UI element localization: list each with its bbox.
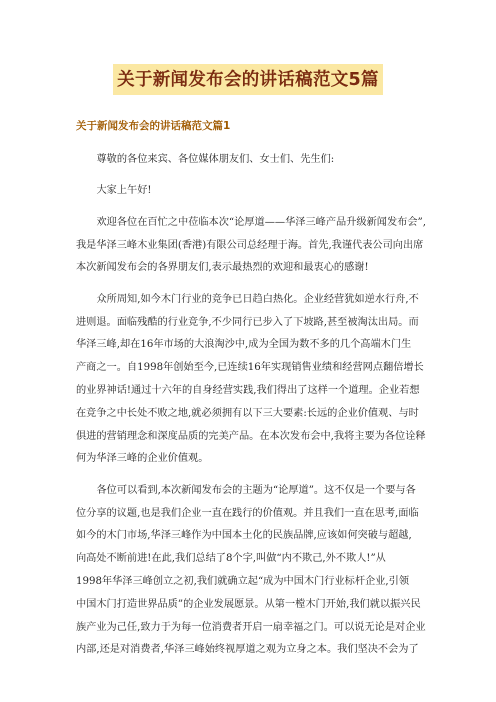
paragraph-line: 俱进的营销理念和深度品质的完美产品。在本次发布会中,我将主要为各位诠释	[76, 430, 426, 442]
paragraph-line: 华泽三峰,却在16年市场的大浪淘沙中,成为全国为数不多的几个高端木门生	[76, 339, 412, 351]
body-paragraph	[76, 480, 430, 662]
paragraph-line: 位分享的议题,也是我们企业一直在践行的价值观。并且我们一直在思考,面临	[76, 507, 419, 519]
paragraph-line: 各位可以看到,本次新闻发布会的主题为“论厚道”。这不仅是一个要与各	[96, 484, 416, 496]
section-heading: 关于新闻发布会的讲话稿范文篇1	[76, 120, 231, 132]
body-paragraph	[76, 149, 430, 172]
paragraph-line: 向高处不断前进!在此,我们总结了8个字,叫做“内不欺己,外不欺人!”从	[76, 553, 386, 565]
paragraph-line: 大家上午好!	[96, 185, 152, 197]
paragraph-line: 尊敬的各位来宾、各位媒体朋友们、女士们、先生们:	[96, 154, 335, 165]
body-paragraph	[76, 180, 430, 203]
body-paragraph	[76, 212, 430, 280]
paragraph-line: 如今的木门市场,华泽三峰作为中国本土化的民族品牌,应该如何突破与超越,	[76, 530, 412, 542]
title-container	[0, 64, 496, 95]
paragraph-line: 的业界神话!通过十六年的自身经营实践,我们得出了这样一个道理。企业若想	[76, 384, 420, 396]
paragraph-line: 何为华泽三峰的企业价值观。	[76, 453, 209, 465]
paragraph-line: 我是华泽三峰木业集团(香港)有限公司总经理于海。首先,我谨代表公司向出席	[76, 239, 424, 251]
paragraph-line: 内部,还是对消费者,华泽三峰始终视厚道之观为立身之本。我们坚决不会为了	[76, 644, 419, 656]
document-body	[76, 149, 430, 671]
paragraph-line: 本次新闻发布会的各界朋友们,表示最热烈的欢迎和最衷心的感谢!	[76, 262, 369, 274]
paragraph-line: 中国木门打造世界品质”的企业发展愿景。从第一樘木门开始,我们就以振兴民	[76, 598, 421, 610]
body-paragraph	[76, 289, 430, 471]
paragraph-line: 1998年华泽三峰创立之初,我们就确立起“成为中国木门行业标杆企业,引领	[76, 575, 410, 587]
paragraph-line: 欢迎各位在百忙之中莅临本次“论厚道——华泽三峰产品升级新闻发布会”,	[96, 216, 426, 228]
paragraph-line: 族产业为己任,致力于为每一位消费者开启一扇幸福之门。可以说无论是对企业	[76, 621, 426, 633]
paragraph-line: 产商之一。自1998年创始至今,已连续16年实现销售业绩和经营网点翻倍增长	[76, 362, 424, 374]
document-title: 关于新闻发布会的讲话稿范文5篇	[113, 64, 383, 95]
paragraph-line: 在竞争之中长处不败之地,就必须拥有以下三大要素:长远的企业价值观、与时	[76, 407, 419, 419]
paragraph-line: 进则退。面临残酷的行业竞争,不少同行已步入了下坡路,甚至被淘汰出局。而	[76, 316, 419, 328]
paragraph-line: 众所周知,如今木门行业的竞争已日趋白热化。企业经营犹如逆水行舟,不	[96, 293, 419, 305]
